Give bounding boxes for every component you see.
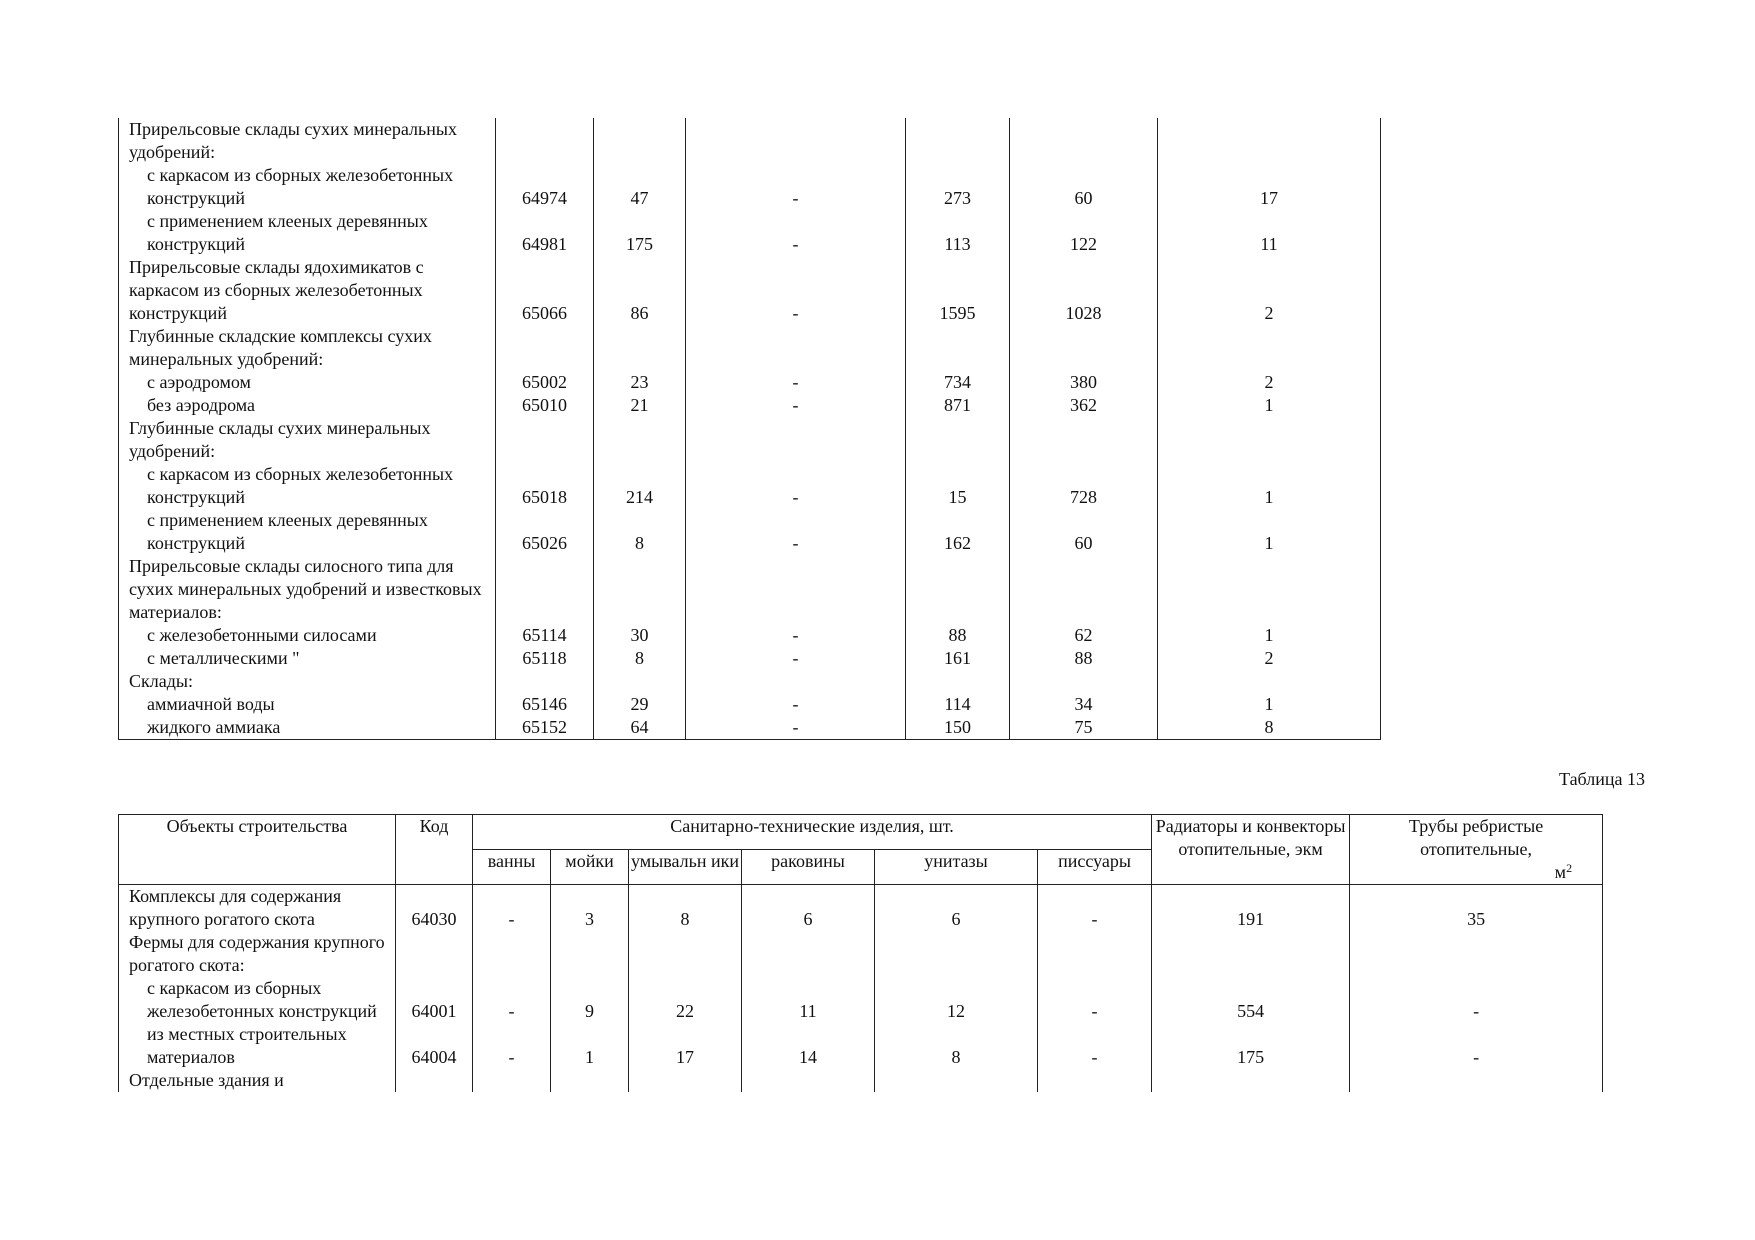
row-name: аммиачной воды: [147, 694, 275, 714]
row-value-cell: [594, 417, 686, 463]
row-value-cell: [629, 931, 742, 977]
table-caption: Таблица 13: [1559, 769, 1645, 789]
row-value-cell: -: [1038, 977, 1152, 1023]
row-value-cell: 161: [906, 647, 1010, 670]
row-value-cell: 65026: [496, 509, 594, 555]
row-value-cell: [1158, 118, 1381, 164]
row-value-cell: 8: [629, 885, 742, 932]
row-value-cell: 175: [1152, 1023, 1350, 1069]
row-value-cell: 9: [551, 977, 629, 1023]
row-value-cell: -: [686, 256, 906, 325]
table-row: [119, 1069, 1603, 1092]
row-name: Глубинные складские комплексы сухих минеральных удобрений:: [129, 326, 432, 369]
row-value-cell: 29: [594, 693, 686, 716]
row-value-cell: 88: [906, 624, 1010, 647]
row-value-cell: [1152, 931, 1350, 977]
row-name: с аэродромом: [147, 372, 251, 392]
table-row: [119, 325, 1381, 371]
row-value-cell: -: [473, 977, 551, 1023]
header-objects: Объекты строительства: [119, 815, 396, 885]
table-row: [119, 624, 1381, 647]
row-value-cell: 175: [594, 210, 686, 256]
row-value-cell: 47: [594, 164, 686, 210]
header-sub-umyvalniki: умывальн ики: [629, 850, 742, 885]
row-name: с применением клееных деревянных конструкций: [147, 510, 428, 553]
row-value-cell: [496, 670, 594, 693]
header-pipes-unit: [1352, 861, 1600, 884]
row-name-cell: [119, 164, 496, 210]
header-sub-moyki: мойки: [551, 850, 629, 885]
row-value-cell: 728: [1010, 463, 1158, 509]
row-value-cell: 2: [1158, 371, 1381, 394]
row-value-cell: 17: [1158, 164, 1381, 210]
row-value-cell: 64030: [396, 885, 473, 932]
row-value-cell: 60: [1010, 164, 1158, 210]
row-value-cell: 64001: [396, 977, 473, 1023]
row-value-cell: 35: [1350, 885, 1603, 932]
table-row: [119, 417, 1381, 463]
table-row: [119, 647, 1381, 670]
table-row: [119, 977, 1603, 1023]
header-sub-unitazy: унитазы: [875, 850, 1038, 885]
row-value-cell: -: [686, 647, 906, 670]
row-value-cell: -: [686, 371, 906, 394]
table-row: [119, 463, 1381, 509]
row-value-cell: 15: [906, 463, 1010, 509]
table-13-body: [119, 885, 1603, 1093]
row-value-cell: -: [1038, 885, 1152, 932]
row-value-cell: [686, 325, 906, 371]
row-value-cell: 1: [1158, 463, 1381, 509]
row-name-cell: [119, 716, 496, 740]
unit-text: м: [1554, 862, 1567, 882]
row-value-cell: -: [1350, 977, 1603, 1023]
table-previous-body: [119, 118, 1381, 740]
row-name-cell: [119, 394, 496, 417]
row-value-cell: 17: [629, 1023, 742, 1069]
row-name: без аэродрома: [147, 395, 256, 415]
row-value-cell: 75: [1010, 716, 1158, 740]
row-name-cell: [119, 555, 496, 624]
row-name-cell: [119, 118, 496, 164]
row-value-cell: [742, 931, 875, 977]
row-name: Фермы для содержания крупного рогатого скота:: [129, 932, 385, 975]
row-value-cell: -: [686, 716, 906, 740]
row-value-cell: 2: [1158, 256, 1381, 325]
row-value-cell: [1158, 325, 1381, 371]
table-row: [119, 555, 1381, 624]
table-13: [118, 814, 1603, 1092]
row-value-cell: -: [473, 885, 551, 932]
row-value-cell: [551, 1069, 629, 1092]
row-name: с каркасом из сборных железобетонных конструкций: [147, 978, 377, 1021]
row-value-cell: 62: [1010, 624, 1158, 647]
row-value-cell: [551, 931, 629, 977]
row-value-cell: -: [686, 394, 906, 417]
row-value-cell: [1158, 417, 1381, 463]
header-sub-vanny: ванны: [473, 850, 551, 885]
row-value-cell: 214: [594, 463, 686, 509]
table-row: [119, 885, 1603, 932]
row-name-cell: [119, 509, 496, 555]
row-value-cell: [396, 931, 473, 977]
row-name-cell: [119, 256, 496, 325]
header-pipes: [1350, 815, 1603, 885]
row-value-cell: [1158, 555, 1381, 624]
row-value-cell: [496, 118, 594, 164]
row-value-cell: -: [686, 210, 906, 256]
row-name-cell: [119, 693, 496, 716]
row-value-cell: 64974: [496, 164, 594, 210]
row-value-cell: 1595: [906, 256, 1010, 325]
row-name: из местных строительных материалов: [147, 1024, 347, 1067]
row-value-cell: 30: [594, 624, 686, 647]
row-value-cell: 1: [1158, 394, 1381, 417]
row-value-cell: 34: [1010, 693, 1158, 716]
row-value-cell: [875, 931, 1038, 977]
table-row: [119, 164, 1381, 210]
row-value-cell: 1028: [1010, 256, 1158, 325]
row-value-cell: 65002: [496, 371, 594, 394]
row-value-cell: [594, 555, 686, 624]
row-value-cell: 1: [1158, 509, 1381, 555]
row-value-cell: 65146: [496, 693, 594, 716]
row-value-cell: -: [1350, 1023, 1603, 1069]
row-value-cell: 64981: [496, 210, 594, 256]
row-value-cell: 65114: [496, 624, 594, 647]
row-value-cell: [1350, 931, 1603, 977]
row-value-cell: [1350, 1069, 1603, 1092]
row-value-cell: [1010, 325, 1158, 371]
row-name: Глубинные склады сухих минеральных удобрений:: [129, 418, 431, 461]
row-value-cell: [906, 417, 1010, 463]
row-value-cell: [686, 118, 906, 164]
table-previous-continuation: [118, 118, 1381, 740]
row-value-cell: 734: [906, 371, 1010, 394]
row-value-cell: [1038, 931, 1152, 977]
row-value-cell: 14: [742, 1023, 875, 1069]
row-value-cell: 8: [594, 509, 686, 555]
row-name: Комплексы для содержания крупного рогатого скота: [129, 886, 342, 929]
unit-superscript: 2: [1566, 861, 1573, 875]
row-value-cell: [906, 118, 1010, 164]
row-name-cell: [119, 931, 396, 977]
row-value-cell: [496, 417, 594, 463]
row-value-cell: [686, 670, 906, 693]
row-value-cell: 273: [906, 164, 1010, 210]
table-row: [119, 509, 1381, 555]
row-name-cell: [119, 210, 496, 256]
row-value-cell: [496, 325, 594, 371]
row-value-cell: [686, 555, 906, 624]
row-value-cell: 122: [1010, 210, 1158, 256]
table-13-header: [119, 815, 1603, 885]
row-value-cell: 86: [594, 256, 686, 325]
row-name: Прирельсовые склады силосного типа для сухих минеральных удобрений и известковых материалов:: [129, 556, 482, 622]
row-value-cell: [875, 1069, 1038, 1092]
row-value-cell: 1: [551, 1023, 629, 1069]
table-row: [119, 371, 1381, 394]
table-row: [119, 716, 1381, 740]
row-name: с металлическими ": [147, 648, 300, 668]
row-name-cell: [119, 670, 496, 693]
row-name-cell: [119, 463, 496, 509]
row-name-cell: [119, 977, 396, 1023]
row-name: Склады:: [129, 671, 193, 691]
row-name-cell: [119, 1023, 396, 1069]
row-value-cell: -: [686, 693, 906, 716]
row-name-cell: [119, 325, 496, 371]
row-name: с каркасом из сборных железобетонных конструкций: [147, 165, 454, 208]
row-value-cell: 8: [875, 1023, 1038, 1069]
row-name: Отдельные здания и: [129, 1070, 284, 1090]
row-value-cell: [1010, 555, 1158, 624]
row-value-cell: 65152: [496, 716, 594, 740]
row-value-cell: [1010, 118, 1158, 164]
row-name-cell: [119, 885, 396, 932]
row-value-cell: -: [686, 164, 906, 210]
header-radiators: Радиаторы и конвекторы отопительные, экм: [1152, 815, 1350, 885]
row-value-cell: 65066: [496, 256, 594, 325]
row-value-cell: 65118: [496, 647, 594, 670]
row-value-cell: [496, 555, 594, 624]
header-sub-rakoviny: раковины: [742, 850, 875, 885]
row-value-cell: -: [686, 509, 906, 555]
row-name-cell: [119, 624, 496, 647]
row-name-cell: [119, 1069, 396, 1092]
row-value-cell: 64: [594, 716, 686, 740]
row-name-cell: [119, 371, 496, 394]
row-name: Прирельсовые склады сухих минеральных удобрений:: [129, 119, 457, 162]
row-value-cell: 362: [1010, 394, 1158, 417]
row-value-cell: 12: [875, 977, 1038, 1023]
row-value-cell: [473, 1069, 551, 1092]
row-value-cell: 2: [1158, 647, 1381, 670]
row-value-cell: 191: [1152, 885, 1350, 932]
row-value-cell: [686, 417, 906, 463]
row-value-cell: [1010, 417, 1158, 463]
table-row: [119, 670, 1381, 693]
table-row: [119, 693, 1381, 716]
row-value-cell: 380: [1010, 371, 1158, 394]
row-value-cell: [1010, 670, 1158, 693]
row-value-cell: 88: [1010, 647, 1158, 670]
row-value-cell: [594, 670, 686, 693]
row-value-cell: [473, 931, 551, 977]
table-row: [119, 256, 1381, 325]
table-row: [119, 394, 1381, 417]
row-value-cell: [1038, 1069, 1152, 1092]
row-value-cell: -: [686, 624, 906, 647]
row-value-cell: 1: [1158, 624, 1381, 647]
row-value-cell: 22: [629, 977, 742, 1023]
row-value-cell: 3: [551, 885, 629, 932]
row-name-cell: [119, 647, 496, 670]
row-name: с применением клееных деревянных конструкций: [147, 211, 428, 254]
row-value-cell: -: [686, 463, 906, 509]
table-row: [119, 118, 1381, 164]
row-value-cell: 65018: [496, 463, 594, 509]
row-value-cell: 65010: [496, 394, 594, 417]
row-value-cell: 6: [875, 885, 1038, 932]
row-value-cell: [594, 118, 686, 164]
row-value-cell: [906, 325, 1010, 371]
row-name: Прирельсовые склады ядохимикатов с каркасом из сборных железобетонных конструкций: [129, 257, 424, 323]
header-sub-pissuary: писсуары: [1038, 850, 1152, 885]
row-value-cell: 11: [742, 977, 875, 1023]
row-value-cell: 21: [594, 394, 686, 417]
row-value-cell: [396, 1069, 473, 1092]
row-value-cell: -: [473, 1023, 551, 1069]
row-value-cell: 113: [906, 210, 1010, 256]
table-row: [119, 1023, 1603, 1069]
row-value-cell: -: [1038, 1023, 1152, 1069]
row-value-cell: 64004: [396, 1023, 473, 1069]
row-value-cell: 871: [906, 394, 1010, 417]
row-value-cell: 6: [742, 885, 875, 932]
row-value-cell: 1: [1158, 693, 1381, 716]
row-name: с железобетонными силосами: [147, 625, 377, 645]
row-value-cell: [1152, 1069, 1350, 1092]
header-sanitary-group: Санитарно-технические изделия, шт.: [473, 815, 1152, 850]
row-value-cell: [594, 325, 686, 371]
row-value-cell: 150: [906, 716, 1010, 740]
row-value-cell: [906, 670, 1010, 693]
table-row: [119, 931, 1603, 977]
row-name: с каркасом из сборных железобетонных конструкций: [147, 464, 454, 507]
header-pipes-label: Трубы ребристые отопительные,: [1408, 816, 1544, 859]
row-value-cell: 8: [594, 647, 686, 670]
row-value-cell: [906, 555, 1010, 624]
table-row: [119, 210, 1381, 256]
header-code: Код: [396, 815, 473, 885]
row-value-cell: 60: [1010, 509, 1158, 555]
row-value-cell: [742, 1069, 875, 1092]
row-value-cell: 114: [906, 693, 1010, 716]
row-value-cell: 11: [1158, 210, 1381, 256]
row-name: жидкого аммиака: [147, 717, 281, 737]
row-value-cell: [629, 1069, 742, 1092]
row-name-cell: [119, 417, 496, 463]
row-value-cell: 554: [1152, 977, 1350, 1023]
row-value-cell: [1158, 670, 1381, 693]
row-value-cell: 23: [594, 371, 686, 394]
row-value-cell: 8: [1158, 716, 1381, 740]
row-value-cell: 162: [906, 509, 1010, 555]
